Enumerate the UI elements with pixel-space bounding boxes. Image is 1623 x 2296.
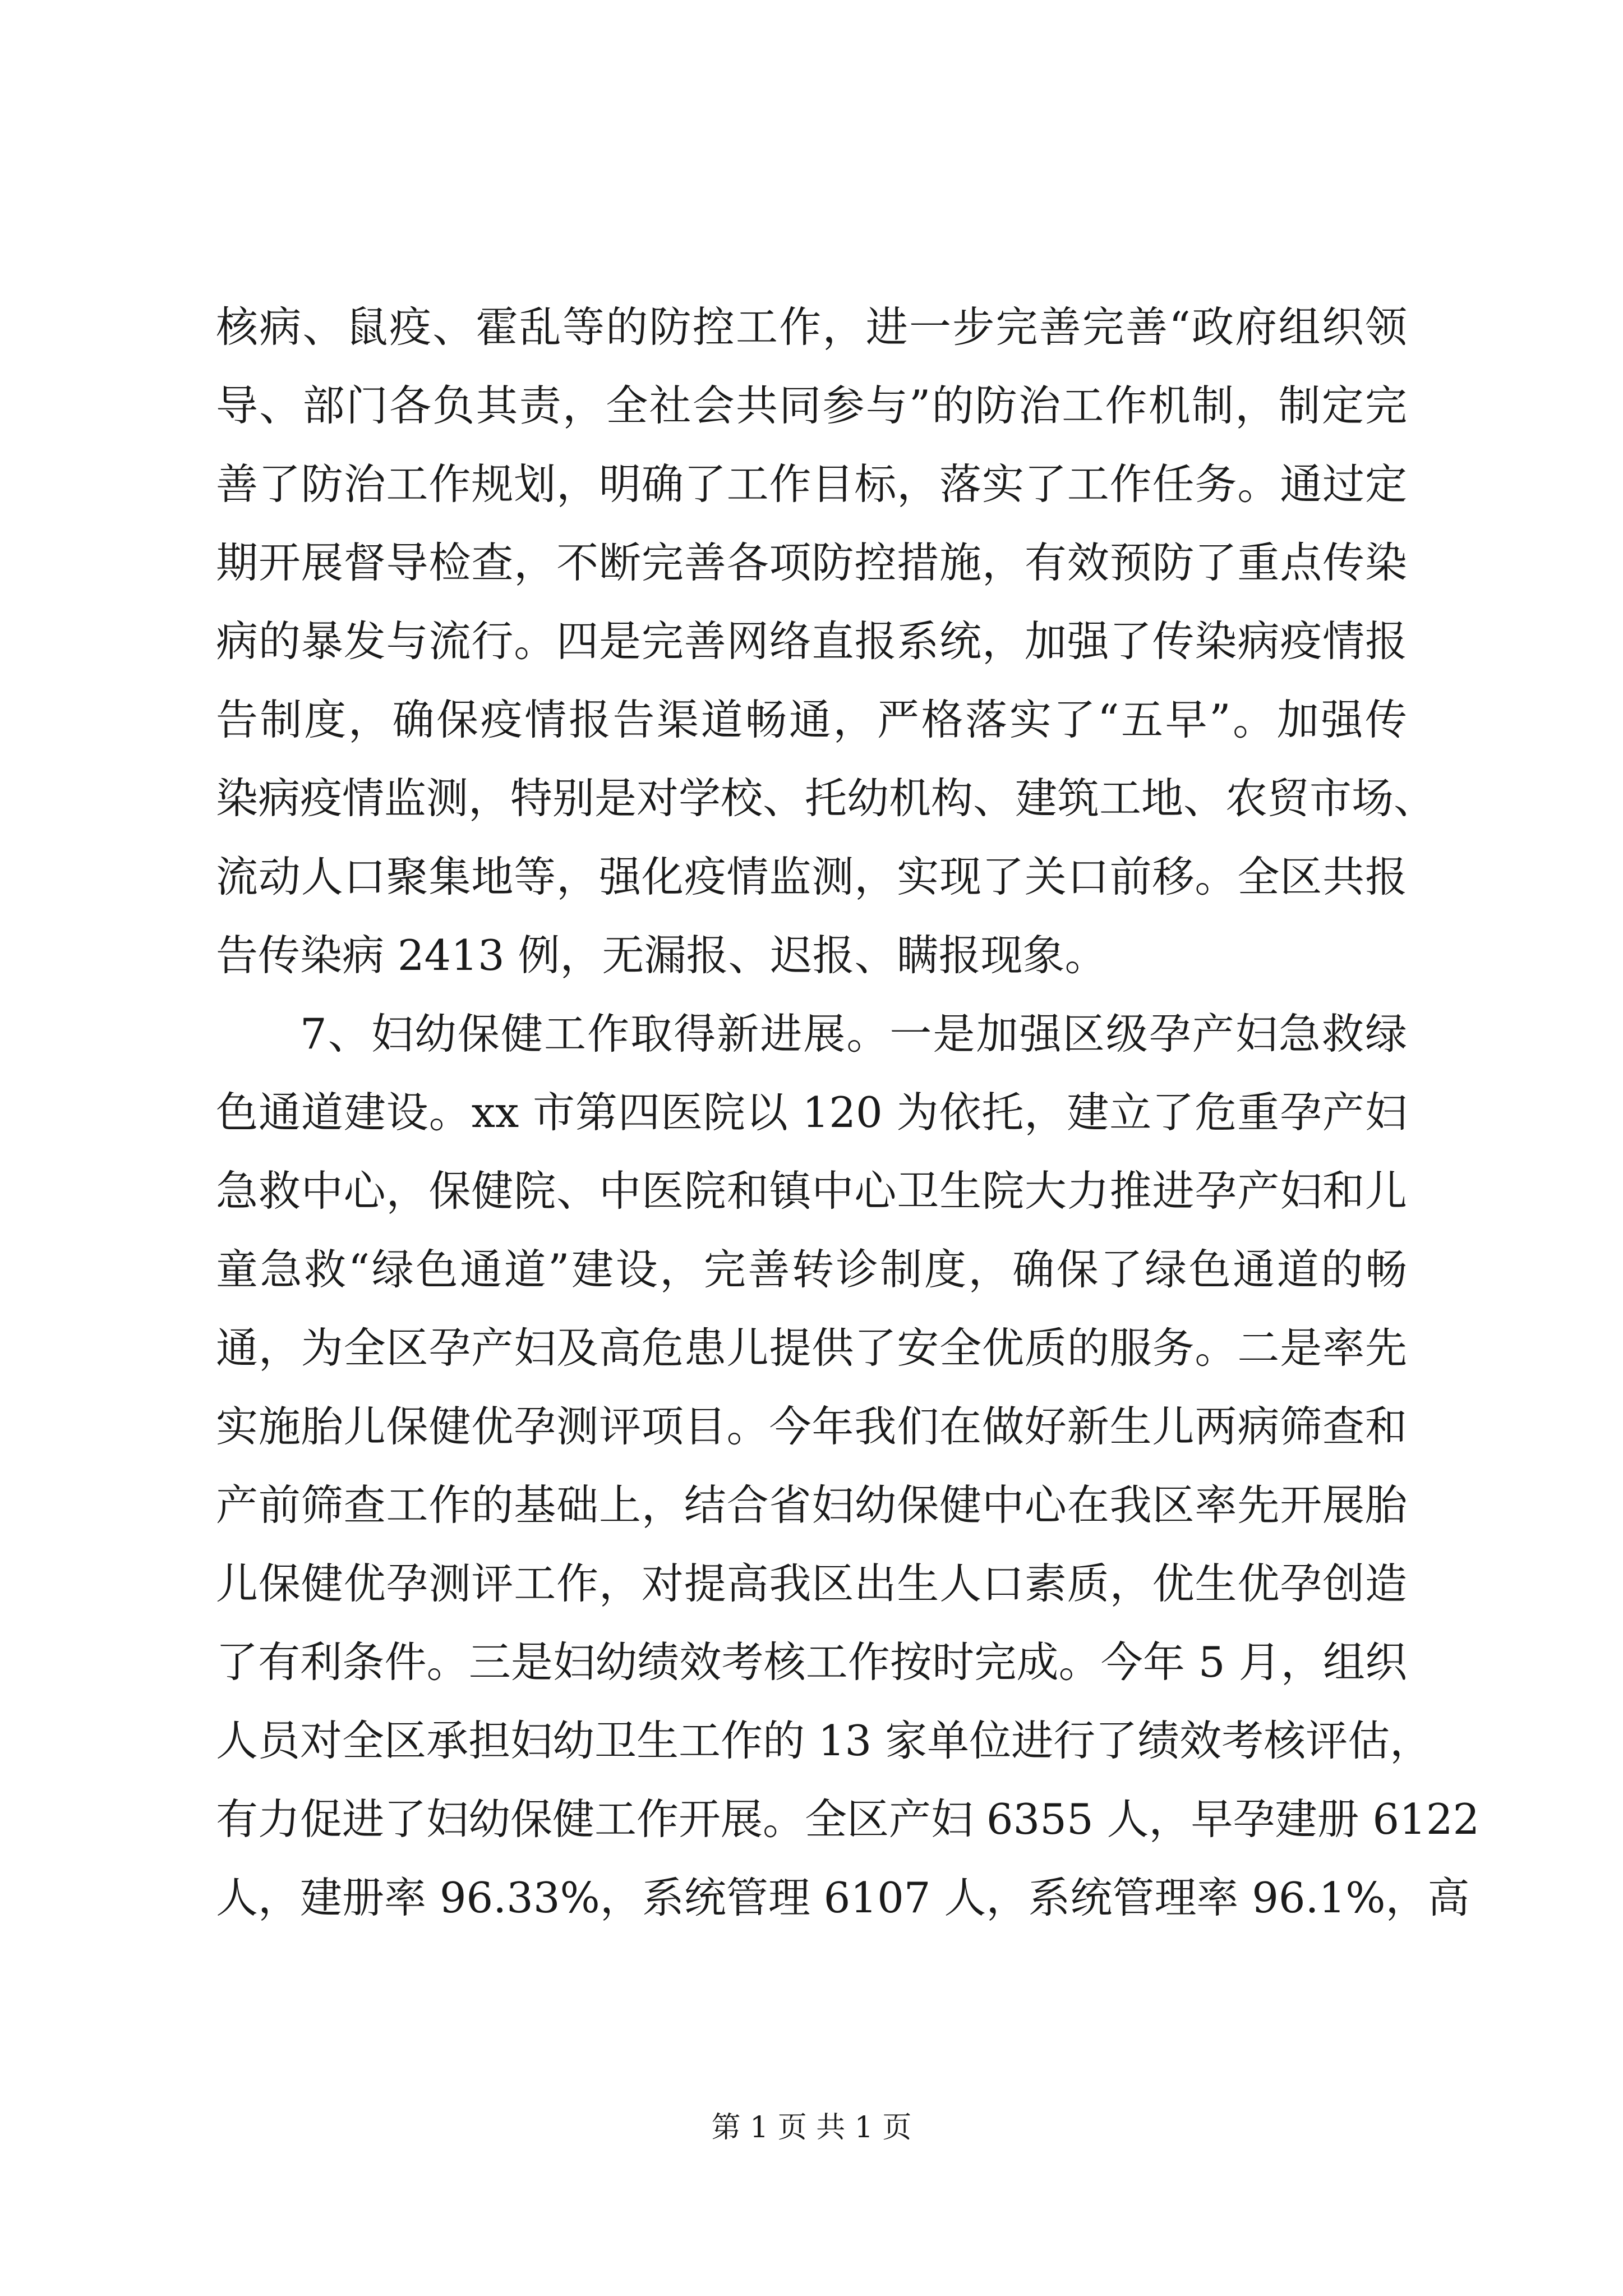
- text-line: 产前筛查工作的基础上，结合省妇幼保健中心在我区率先开展胎: [216, 1480, 1407, 1530]
- page-footer: 第 1 页 共 1 页: [711, 2111, 912, 2145]
- text-line: 告传染病 2413 例，无漏报、迟报、瞒报现象。: [216, 931, 1107, 980]
- text-line: 核病、鼠疫、霍乱等的防控工作，进一步完善完善“政府组织领: [216, 302, 1407, 352]
- text-line: 告制度，确保疫情报告渠道畅通，严格落实了“五早”。加强传: [216, 695, 1407, 744]
- text-line: 人员对全区承担妇幼卫生工作的 13 家单位进行了绩效考核评估，: [216, 1716, 1432, 1765]
- text-line: 善了防治工作规划，明确了工作目标，落实了工作任务。通过定: [216, 459, 1407, 509]
- text-line: 病的暴发与流行。四是完善网络直报系统，加强了传染病疫情报: [216, 616, 1407, 666]
- text-line: 急救中心，保健院、中医院和镇中心卫生院大力推进孕产妇和儿: [216, 1166, 1407, 1216]
- text-line: 人，建册率 96.33%，系统管理 6107 人，系统管理率 96.1%，高: [216, 1873, 1470, 1922]
- text-line: 有力促进了妇幼保健工作开展。全区产妇 6355 人，早孕建册 6122: [216, 1795, 1480, 1844]
- text-line: 实施胎儿保健优孕测评项目。今年我们在做好新生儿两病筛查和: [216, 1402, 1407, 1451]
- text-line: 流动人口聚集地等，强化疫情监测，实现了关口前移。全区共报: [216, 852, 1407, 901]
- text-line: 期开展督导检查，不断完善各项防控措施，有效预防了重点传染: [216, 538, 1407, 587]
- text-line: 色通道建设。xx 市第四医院以 120 为依托，建立了危重孕产妇: [216, 1088, 1407, 1137]
- text-line: 染病疫情监测，特别是对学校、托幼机构、建筑工地、农贸市场、: [216, 774, 1436, 823]
- text-line: 导、部门各负其责，全社会共同参与”的防治工作机制，制定完: [216, 381, 1407, 430]
- text-line: 童急救“绿色通道”建设，完善转诊制度，确保了绿色通道的畅: [216, 1245, 1407, 1294]
- text-line: 儿保健优孕测评工作，对提高我区出生人口素质，优生优孕创造: [216, 1559, 1407, 1608]
- section-heading-line: 7、妇幼保健工作取得新进展。一是加强区级孕产妇急救绿: [300, 1009, 1407, 1059]
- text-line: 了有利条件。三是妇幼绩效考核工作按时完成。今年 5 月，组织: [216, 1637, 1407, 1687]
- text-line: 通，为全区孕产妇及高危患儿提供了安全优质的服务。二是率先: [216, 1323, 1407, 1373]
